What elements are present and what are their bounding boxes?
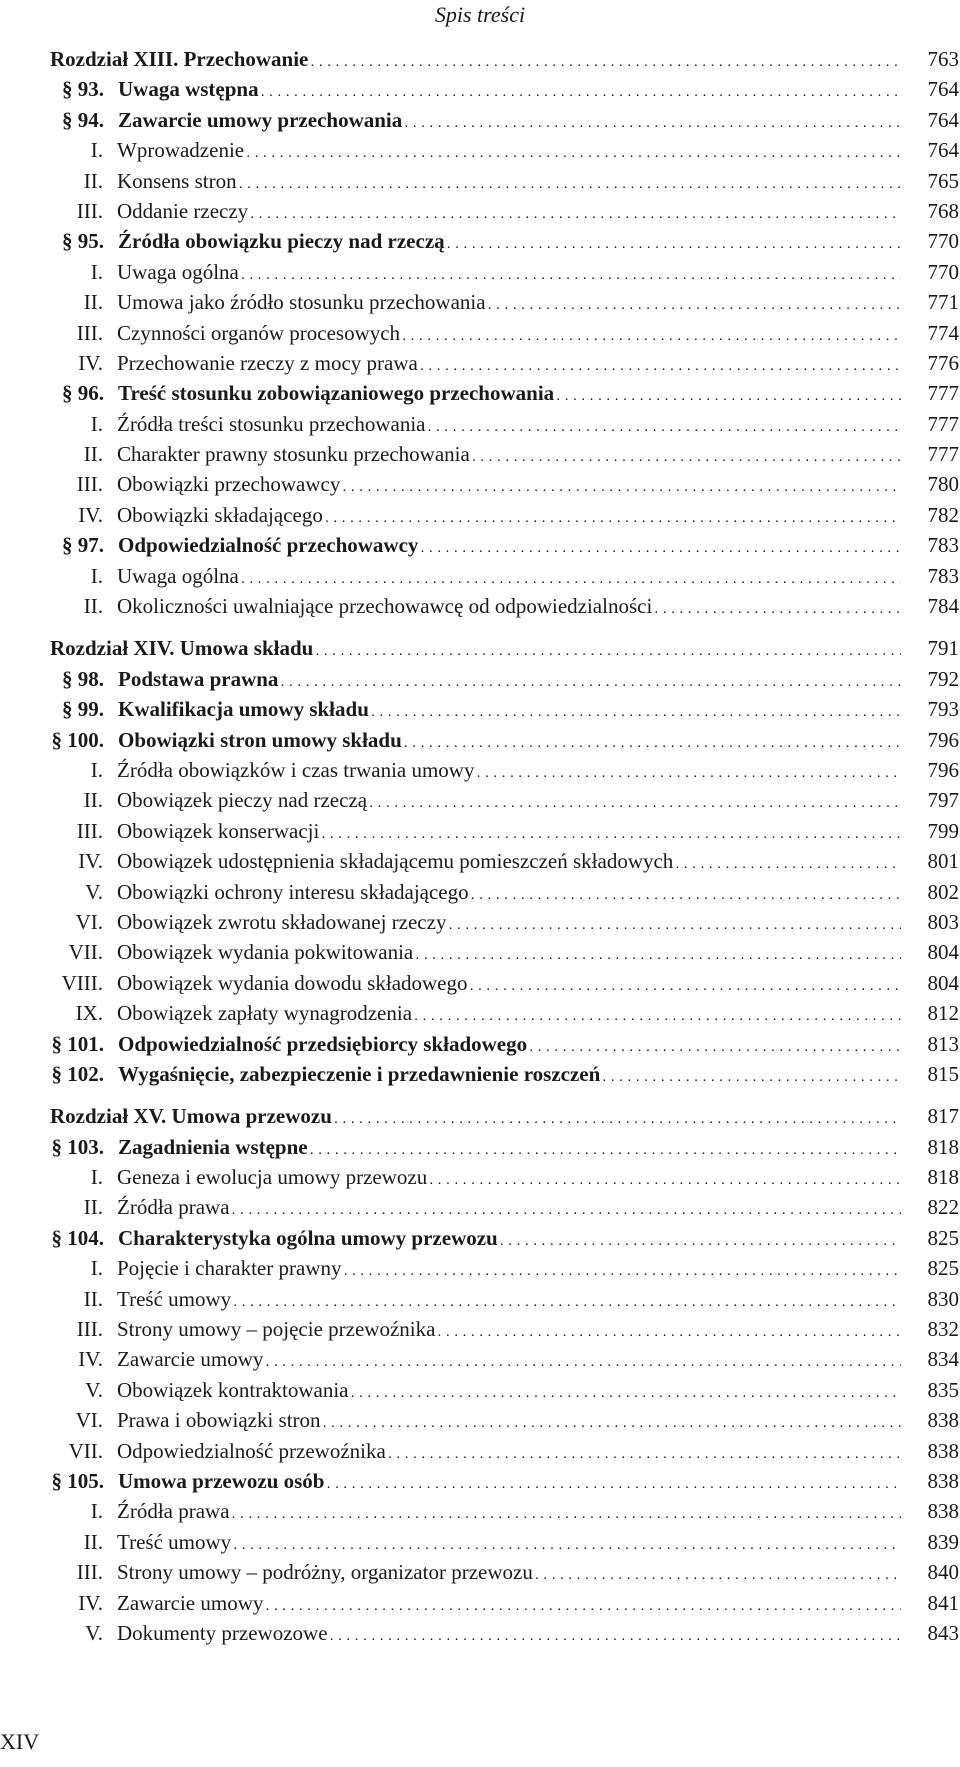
- item-number: III.: [76, 472, 103, 497]
- toc-page-number: 770: [927, 259, 959, 284]
- toc-entry-title: Charakter prawny stosunku przechowania: [117, 442, 470, 467]
- item-number: I.: [90, 1499, 103, 1524]
- item-number: V.: [85, 879, 103, 904]
- toc-section-row[interactable]: [50, 1029, 959, 1059]
- toc-item-row[interactable]: [50, 1375, 959, 1405]
- toc-page-number: 777: [927, 411, 959, 436]
- dot-leader: [675, 849, 901, 879]
- section-number: § 97.: [62, 533, 104, 558]
- toc-entry-title: Obowiązki stron umowy składu: [118, 727, 402, 752]
- dot-leader: [472, 442, 901, 472]
- toc-page-number: 804: [927, 970, 959, 995]
- toc-page-number: 774: [927, 320, 959, 345]
- toc-item-row[interactable]: [50, 348, 959, 378]
- dot-leader: [315, 636, 901, 666]
- toc-entry-title: Obowiązek konserwacji: [117, 818, 320, 843]
- toc-item-row[interactable]: [50, 196, 959, 226]
- toc-item-row[interactable]: [50, 135, 959, 165]
- item-number: VII.: [68, 940, 103, 965]
- toc-item-row[interactable]: [50, 1284, 959, 1314]
- toc-page-number: 818: [927, 1165, 959, 1190]
- toc-entry-title: Dokumenty przewozowe: [117, 1620, 328, 1645]
- toc-section-row[interactable]: [50, 105, 959, 135]
- toc-entry-title: Przechowanie rzeczy z mocy prawa: [117, 350, 418, 375]
- toc-section-row[interactable]: [50, 74, 959, 104]
- toc-page-number: 780: [927, 472, 959, 497]
- toc-entry-title: Źródła obowiązków i czas trwania umowy: [117, 757, 475, 782]
- toc-page-number: 832: [927, 1317, 959, 1342]
- dot-leader: [414, 1001, 901, 1031]
- toc-section-row[interactable]: [50, 530, 959, 560]
- item-number: I.: [90, 411, 103, 436]
- toc-page-number: 776: [927, 350, 959, 375]
- toc-item-row[interactable]: [50, 591, 959, 621]
- toc-page-number: 802: [927, 879, 959, 904]
- toc-section-row[interactable]: [50, 1132, 959, 1162]
- toc-entry-title: Źródła prawa: [117, 1499, 230, 1524]
- toc-item-row[interactable]: [50, 500, 959, 530]
- toc-page-number: 792: [927, 666, 959, 691]
- toc-entry-title: Obowiązek wydania pokwitowania: [117, 940, 414, 965]
- toc-page-number: 812: [927, 1001, 959, 1026]
- dot-leader: [232, 1499, 901, 1529]
- item-number: V.: [85, 1620, 103, 1645]
- toc-item-row[interactable]: [50, 998, 959, 1028]
- section-number: § 94.: [62, 107, 104, 132]
- dot-leader: [241, 564, 901, 594]
- toc-entry-title: Pojęcie i charakter prawny: [117, 1256, 342, 1281]
- toc-entry-title: Umowa jako źródło stosunku przechowania: [117, 290, 486, 315]
- item-number: II.: [83, 1286, 103, 1311]
- item-number: V.: [85, 1377, 103, 1402]
- toc-page-number: 834: [927, 1347, 959, 1372]
- toc-page-number: 777: [927, 381, 959, 406]
- toc-page-number: 804: [927, 940, 959, 965]
- dot-leader: [241, 260, 901, 290]
- toc-section-row[interactable]: [50, 725, 959, 755]
- toc-section-row[interactable]: [50, 1223, 959, 1253]
- toc-item-row[interactable]: [50, 816, 959, 846]
- dot-leader: [415, 940, 901, 970]
- toc-page-number: 838: [927, 1408, 959, 1433]
- dot-leader: [280, 667, 901, 697]
- toc-page-number: 815: [927, 1061, 959, 1086]
- toc-page-number: 830: [927, 1286, 959, 1311]
- toc-item-row[interactable]: [50, 287, 959, 317]
- toc-item-row[interactable]: [50, 166, 959, 196]
- toc-section-row[interactable]: [50, 1466, 959, 1496]
- dot-leader: [310, 47, 901, 77]
- toc-entry-title: Obowiązek zwrotu składowanej rzeczy: [117, 909, 447, 934]
- dot-leader: [654, 594, 901, 624]
- dot-leader: [250, 199, 901, 229]
- section-number: § 103.: [51, 1134, 104, 1159]
- toc-item-row[interactable]: [50, 968, 959, 998]
- toc-page-number: 835: [927, 1377, 959, 1402]
- toc-page-number: 840: [927, 1560, 959, 1585]
- dot-leader: [404, 728, 901, 758]
- section-number: § 99.: [62, 697, 104, 722]
- item-number: III.: [76, 818, 103, 843]
- toc-page-number: 839: [927, 1529, 959, 1554]
- dot-leader: [529, 1032, 901, 1062]
- section-number: § 104.: [51, 1225, 104, 1250]
- toc-page-number: 822: [927, 1195, 959, 1220]
- toc-page-number: 818: [927, 1134, 959, 1159]
- dot-leader: [448, 910, 901, 940]
- toc-page-number: 777: [927, 442, 959, 467]
- dot-leader: [265, 1591, 901, 1621]
- section-number: § 98.: [62, 666, 104, 691]
- section-number: § 101.: [51, 1031, 104, 1056]
- toc-page-number: 771: [927, 290, 959, 315]
- toc-item-row[interactable]: [50, 907, 959, 937]
- toc-page-number: 764: [927, 77, 959, 102]
- toc-page-number: 801: [927, 849, 959, 874]
- toc-entry-title: Odpowiedzialność przewoźnika: [117, 1438, 386, 1463]
- item-number: I.: [90, 138, 103, 163]
- dot-leader: [334, 1104, 901, 1134]
- table-of-contents: [50, 44, 959, 1648]
- dot-leader: [369, 788, 901, 818]
- toc-page-number: 796: [927, 757, 959, 782]
- toc-section-row[interactable]: [50, 1059, 959, 1089]
- item-number: I.: [90, 1256, 103, 1281]
- toc-page-number: 768: [927, 198, 959, 223]
- section-number: § 95.: [62, 229, 104, 254]
- dot-leader: [310, 1135, 901, 1165]
- toc-page-number: 838: [927, 1499, 959, 1524]
- toc-entry-title: Obowiązek kontraktowania: [117, 1377, 349, 1402]
- dot-leader: [402, 321, 901, 351]
- item-number: III.: [76, 198, 103, 223]
- toc-page-number: 803: [927, 909, 959, 934]
- toc-entry-title: Oddanie rzeczy: [117, 198, 249, 223]
- dot-leader: [447, 229, 901, 259]
- toc-page-number: 843: [927, 1620, 959, 1645]
- dot-leader: [427, 412, 901, 442]
- page-header: Spis treści: [434, 2, 526, 27]
- dot-leader: [321, 819, 901, 849]
- dot-leader: [404, 108, 901, 138]
- toc-page-number: 791: [927, 636, 959, 661]
- toc-chapter-row[interactable]: [50, 44, 959, 74]
- dot-leader: [429, 1165, 901, 1195]
- toc-entry-title: Obowiązki przechowawcy: [117, 472, 341, 497]
- item-number: I.: [90, 757, 103, 782]
- toc-item-row[interactable]: [50, 937, 959, 967]
- toc-item-row[interactable]: [50, 785, 959, 815]
- toc-item-row[interactable]: [50, 409, 959, 439]
- dot-leader: [325, 503, 901, 533]
- item-number: II.: [83, 1529, 103, 1554]
- toc-item-row[interactable]: [50, 1527, 959, 1557]
- toc-page-number: 793: [927, 697, 959, 722]
- toc-entry-title: Zawarcie umowy: [117, 1347, 264, 1372]
- dot-leader: [371, 697, 901, 727]
- toc-page-number: 783: [927, 563, 959, 588]
- dot-leader: [488, 290, 901, 320]
- item-number: II.: [83, 290, 103, 315]
- toc-entry-title: Obowiązki składającego: [117, 502, 323, 527]
- dot-leader: [476, 758, 901, 788]
- toc-entry-title: Wprowadzenie: [117, 138, 245, 163]
- item-number: VI.: [75, 909, 103, 934]
- dot-leader: [420, 533, 901, 563]
- item-number: VIII.: [61, 970, 103, 995]
- toc-entry-title: Treść umowy: [117, 1529, 232, 1554]
- toc-item-row[interactable]: [50, 1344, 959, 1374]
- toc-entry-title: Geneza i ewolucja umowy przewozu: [117, 1165, 428, 1190]
- dot-leader: [239, 169, 901, 199]
- toc-entry-title: Konsens stron: [117, 168, 237, 193]
- toc-page-number: 763: [927, 47, 959, 71]
- toc-entry-title: Obowiązek zapłaty wynagrodzenia: [117, 1001, 413, 1026]
- toc-entry-title: Kwalifikacja umowy składu: [118, 697, 369, 722]
- toc-page-number: 797: [927, 788, 959, 813]
- toc-entry-title: Treść umowy: [117, 1286, 232, 1311]
- toc-entry-title: Rozdział XIV. Umowa składu: [50, 636, 314, 661]
- item-number: VII.: [68, 1438, 103, 1463]
- section-number: § 102.: [51, 1061, 104, 1086]
- toc-page-number: 784: [927, 594, 959, 619]
- dot-leader: [330, 1621, 901, 1651]
- section-number: § 96.: [62, 381, 104, 406]
- item-number: IV.: [78, 350, 103, 375]
- toc-entry-title: Obowiązek udostępnienia składającemu pomieszczeń składowych: [117, 849, 674, 874]
- toc-entry-title: Prawa i obowiązki stron: [117, 1408, 321, 1433]
- toc-item-row[interactable]: [50, 1588, 959, 1618]
- toc-page-number: 783: [927, 533, 959, 558]
- dot-leader: [246, 138, 901, 168]
- dot-leader: [323, 1408, 901, 1438]
- section-number: § 93.: [62, 77, 104, 102]
- toc-entry-title: Podstawa prawna: [118, 666, 279, 691]
- toc-item-row[interactable]: [50, 439, 959, 469]
- item-number: IX.: [75, 1001, 103, 1026]
- dot-leader: [265, 1347, 901, 1377]
- toc-page-number: 764: [927, 107, 959, 132]
- toc-page-number: 813: [927, 1031, 959, 1056]
- toc-entry-title: Umowa przewozu osób: [118, 1468, 325, 1493]
- toc-entry-title: Strony umowy – pojęcie przewoźnika: [117, 1317, 436, 1342]
- dot-leader: [556, 381, 901, 411]
- dot-leader: [232, 1195, 901, 1225]
- item-number: III.: [76, 1560, 103, 1585]
- item-number: I.: [90, 1165, 103, 1190]
- page-number: XIV: [0, 1729, 40, 1754]
- toc-item-row[interactable]: [50, 1253, 959, 1283]
- toc-entry-title: Odpowiedzialność przedsiębiorcy składowego: [118, 1031, 528, 1056]
- toc-entry-title: Uwaga wstępna: [118, 77, 259, 102]
- toc-entry-title: Charakterystyka ogólna umowy przewozu: [118, 1225, 498, 1250]
- toc-page-number: 764: [927, 138, 959, 163]
- toc-page-number: 838: [927, 1438, 959, 1463]
- dot-leader: [261, 77, 901, 107]
- toc-page-number: 770: [927, 229, 959, 254]
- section-number: § 105.: [51, 1468, 104, 1493]
- toc-entry-title: Obowiązki ochrony interesu składającego: [117, 879, 469, 904]
- toc-chapter-row[interactable]: [50, 1101, 959, 1131]
- toc-entry-title: Treść stosunku zobowiązaniowego przechowania: [118, 381, 555, 406]
- item-number: I.: [90, 259, 103, 284]
- toc-page-number: 838: [927, 1468, 959, 1493]
- dot-leader: [602, 1062, 901, 1092]
- toc-section-row[interactable]: [50, 664, 959, 694]
- item-number: IV.: [78, 1590, 103, 1615]
- item-number: III.: [76, 320, 103, 345]
- toc-item-row[interactable]: [50, 755, 959, 785]
- toc-entry-title: Zawarcie umowy: [117, 1590, 264, 1615]
- dot-leader: [351, 1378, 901, 1408]
- section-number: § 100.: [51, 727, 104, 752]
- toc-item-row[interactable]: [50, 318, 959, 348]
- toc-entry-title: Okoliczności uwalniające przechowawcę od odpowiedzialności: [117, 594, 653, 619]
- toc-entry-title: Rozdział XIII. Przechowanie: [50, 47, 309, 71]
- toc-item-row[interactable]: [50, 846, 959, 876]
- item-number: II.: [83, 1195, 103, 1220]
- item-number: II.: [83, 168, 103, 193]
- toc-item-row[interactable]: [50, 1314, 959, 1344]
- toc-item-row[interactable]: [50, 1436, 959, 1466]
- dot-leader: [342, 472, 901, 502]
- toc-page-number: 825: [927, 1256, 959, 1281]
- toc-item-row[interactable]: [50, 1405, 959, 1435]
- item-number: IV.: [78, 502, 103, 527]
- toc-section-row[interactable]: [50, 694, 959, 724]
- item-number: III.: [76, 1317, 103, 1342]
- item-number: IV.: [78, 849, 103, 874]
- toc-section-row[interactable]: [50, 378, 959, 408]
- toc-entry-title: Strony umowy – podróżny, organizator przewozu: [117, 1560, 533, 1585]
- toc-item-row[interactable]: [50, 1162, 959, 1192]
- toc-page-number: 796: [927, 727, 959, 752]
- toc-section-row[interactable]: [50, 226, 959, 256]
- toc-item-row[interactable]: [50, 877, 959, 907]
- toc-entry-title: Odpowiedzialność przechowawcy: [118, 533, 419, 558]
- dot-leader: [388, 1439, 901, 1469]
- dot-leader: [471, 880, 901, 910]
- toc-entry-title: Zawarcie umowy przechowania: [118, 107, 403, 132]
- toc-item-row[interactable]: [50, 1557, 959, 1587]
- dot-leader: [233, 1530, 901, 1560]
- toc-entry-title: Obowiązek pieczy nad rzeczą: [117, 788, 368, 813]
- dot-leader: [343, 1256, 901, 1286]
- item-number: II.: [83, 788, 103, 813]
- item-number: I.: [90, 563, 103, 588]
- dot-leader: [470, 971, 902, 1001]
- toc-entry-title: Źródła treści stosunku przechowania: [117, 411, 426, 436]
- toc-item-row[interactable]: [50, 1192, 959, 1222]
- dot-leader: [233, 1287, 901, 1317]
- dot-leader: [420, 351, 901, 381]
- toc-item-row[interactable]: [50, 469, 959, 499]
- toc-page-number: 799: [927, 818, 959, 843]
- item-number: II.: [83, 594, 103, 619]
- toc-page-number: 782: [927, 502, 959, 527]
- toc-entry-title: Źródła obowiązku pieczy nad rzeczą: [118, 229, 445, 254]
- dot-leader: [437, 1317, 901, 1347]
- toc-page-number: 825: [927, 1225, 959, 1250]
- toc-entry-title: Uwaga ogólna: [117, 563, 239, 588]
- dot-leader: [535, 1560, 901, 1590]
- item-number: VI.: [75, 1408, 103, 1433]
- item-number: IV.: [78, 1347, 103, 1372]
- toc-entry-title: Obowiązek wydania dowodu składowego: [117, 970, 468, 995]
- item-number: II.: [83, 442, 103, 467]
- dot-leader: [500, 1226, 901, 1256]
- toc-item-row[interactable]: [50, 1496, 959, 1526]
- toc-page-number: 841: [927, 1590, 959, 1615]
- toc-entry-title: Uwaga ogólna: [117, 259, 239, 284]
- toc-entry-title: Rozdział XV. Umowa przewozu: [50, 1104, 332, 1129]
- toc-item-row[interactable]: [50, 1618, 959, 1648]
- toc-entry-title: Źródła prawa: [117, 1195, 230, 1220]
- toc-entry-title: Czynności organów procesowych: [117, 320, 401, 345]
- toc-item-row[interactable]: [50, 257, 959, 287]
- dot-leader: [326, 1469, 901, 1499]
- toc-entry-title: Wygaśnięcie, zabezpieczenie i przedawnienie roszczeń: [118, 1061, 601, 1086]
- toc-entry-title: Zagadnienia wstępne: [118, 1134, 308, 1159]
- toc-page-number: 765: [927, 168, 959, 193]
- toc-page-number: 817: [927, 1104, 959, 1129]
- toc-chapter-row[interactable]: [50, 633, 959, 663]
- toc-item-row[interactable]: [50, 561, 959, 591]
